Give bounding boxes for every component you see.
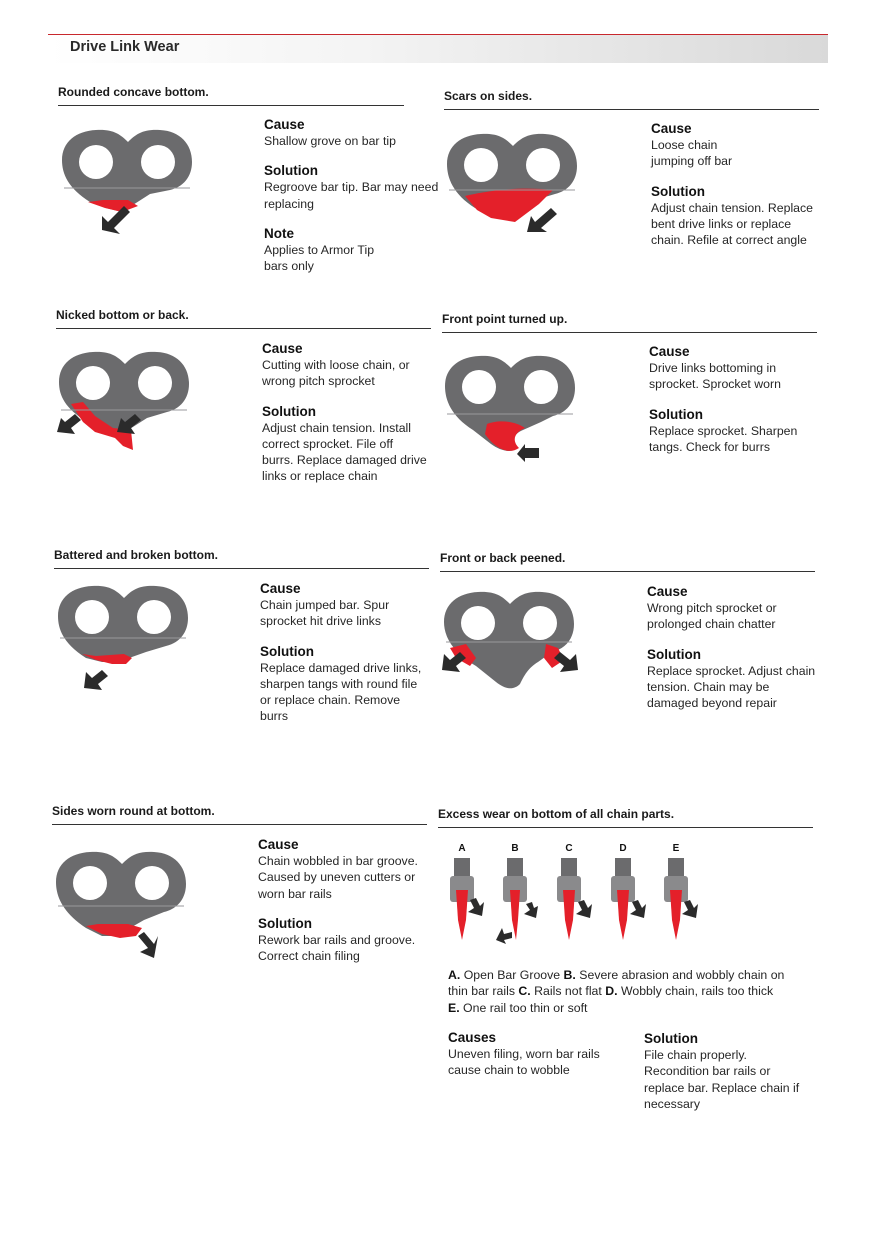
legend-text: Wobbly chain, rails too thick bbox=[620, 984, 774, 999]
solution-text: Replace sprocket. Adjust chain tension. Chain may be damaged beyond repair bbox=[647, 663, 816, 711]
cause-heading: Cause bbox=[647, 584, 688, 599]
solution-heading: Solution bbox=[262, 403, 316, 419]
solution-text: Adjust chain tension. Replace bent drive links or replace chain. Refile at correct angle bbox=[651, 200, 814, 248]
rail-label: B bbox=[511, 843, 519, 854]
wear-arrow-icon bbox=[468, 898, 484, 916]
section-divider bbox=[54, 568, 429, 569]
section-title: Rounded concave bottom. bbox=[58, 85, 209, 99]
drive-link-illustration bbox=[55, 346, 195, 461]
wear-arrow-icon bbox=[524, 902, 538, 918]
cause-text: Shallow grove on bar tip bbox=[264, 134, 396, 148]
section-divider bbox=[52, 824, 427, 825]
wear-arrow-icon bbox=[517, 444, 539, 462]
drive-link-illustration bbox=[443, 128, 583, 243]
causes-heading: Causes bbox=[448, 1030, 497, 1045]
legend-key: D. bbox=[605, 984, 618, 999]
page-title: Drive Link Wear bbox=[70, 39, 180, 55]
wear-arrow-icon bbox=[527, 208, 557, 232]
wear-arrow-icon bbox=[682, 900, 698, 918]
section-title: Front point turned up. bbox=[442, 312, 568, 326]
drive-link-illustration bbox=[58, 122, 198, 237]
rail-label: D bbox=[619, 843, 627, 854]
section-title: Sides worn round at bottom. bbox=[52, 804, 215, 818]
section-title: Scars on sides. bbox=[444, 89, 533, 103]
cause-heading: Cause bbox=[649, 344, 690, 359]
solution-heading: Solution bbox=[260, 643, 314, 659]
wear-arrow-icon bbox=[138, 932, 158, 958]
solution-text: Replace damaged drive links, sharpen tangs with round file or replace chain. Remove burrs bbox=[260, 660, 422, 724]
section-divider bbox=[442, 332, 817, 333]
causes-text: Uneven filing, worn bar rails cause chain to wobble bbox=[448, 1047, 600, 1078]
legend-text: Open Bar Groove bbox=[463, 968, 561, 982]
nicked-details bbox=[262, 340, 434, 498]
solution-text: Regroove bar tip. Bar may need replacing bbox=[264, 180, 439, 211]
section-divider bbox=[58, 105, 404, 106]
solution-heading: Solution bbox=[647, 646, 701, 662]
solution-text: Replace sprocket. Sharpen tangs. Check for burrs bbox=[649, 423, 798, 454]
cause-text: Cutting with loose chain, or wrong pitch sprocket bbox=[262, 358, 410, 389]
section-title: Battered and broken bottom. bbox=[54, 548, 219, 562]
drive-link-illustration bbox=[52, 846, 192, 961]
legend-text: Severe abrasion and wobbly chain on thin bar rails bbox=[448, 968, 785, 999]
rail-c bbox=[557, 843, 592, 940]
solution-heading: Solution bbox=[258, 915, 312, 931]
section-divider bbox=[444, 109, 819, 110]
rail-a bbox=[450, 843, 484, 940]
section-divider bbox=[440, 571, 815, 572]
rounded-details bbox=[264, 116, 439, 287]
drive-link-illustration bbox=[440, 586, 580, 701]
excess-causes bbox=[448, 1029, 616, 1092]
scars-details bbox=[651, 120, 816, 261]
cause-heading: Cause bbox=[264, 117, 305, 132]
note-text: Applies to Armor Tip bars only bbox=[264, 242, 375, 274]
cause-heading: Cause bbox=[651, 121, 692, 136]
sidesworn-details bbox=[258, 836, 430, 977]
peened-details bbox=[647, 583, 819, 724]
solution-heading: Solution bbox=[649, 406, 703, 422]
cause-text: Loose chain jumping off bar bbox=[651, 138, 733, 169]
section-title: Excess wear on bottom of all chain parts. bbox=[438, 807, 675, 821]
excess-solution bbox=[644, 1030, 812, 1125]
solution-heading: Solution bbox=[644, 1031, 698, 1046]
wear-arrow-icon bbox=[630, 900, 646, 918]
rail-e bbox=[664, 843, 698, 940]
section-divider bbox=[438, 827, 813, 828]
rail-label: C bbox=[565, 843, 573, 854]
solution-text: Adjust chain tension. Install correct sprocket. File off burrs. Replace damaged drive links or replace chain bbox=[262, 420, 427, 484]
cause-heading: Cause bbox=[258, 837, 299, 852]
wear-arrow-icon bbox=[442, 652, 466, 672]
legend-key: E. bbox=[448, 1000, 460, 1015]
cause-text: Chain wobbled in bar groove. Caused by uneven cutters or worn bar rails bbox=[258, 854, 418, 901]
rail-legend bbox=[448, 967, 803, 1016]
legend-text: One rail too thin or soft bbox=[463, 1000, 588, 1015]
solution-heading: Solution bbox=[651, 183, 705, 199]
legend-text: Rails not flat bbox=[534, 984, 602, 999]
rail-d bbox=[611, 843, 646, 940]
legend-key: B. bbox=[563, 968, 576, 982]
cause-text: Drive links bottoming in sprocket. Sprocket worn bbox=[649, 361, 781, 392]
drive-link-illustration bbox=[441, 350, 581, 465]
legend-key: C. bbox=[518, 984, 531, 999]
solution-heading: Solution bbox=[264, 163, 318, 179]
solution-text: Rework bar rails and groove. Correct chain filing bbox=[258, 932, 416, 964]
rail-label: A bbox=[458, 843, 466, 854]
cause-text: Chain jumped bar. Spur sprocket hit drive links bbox=[260, 598, 390, 629]
wear-arrow-icon bbox=[84, 670, 108, 690]
cause-heading: Cause bbox=[262, 341, 303, 356]
bar-rail-illustration bbox=[430, 836, 710, 948]
section-title: Nicked bottom or back. bbox=[56, 308, 189, 322]
section-title: Front or back peened. bbox=[440, 551, 566, 565]
cause-text: Wrong pitch sprocket or prolonged chain chatter bbox=[647, 601, 777, 632]
drive-link-illustration bbox=[54, 580, 194, 695]
battered-details bbox=[260, 580, 432, 738]
cause-heading: Cause bbox=[260, 581, 301, 596]
legend-key: A. bbox=[448, 968, 461, 982]
note-heading: Note bbox=[264, 225, 294, 241]
wear-arrow-icon bbox=[576, 900, 592, 918]
section-divider bbox=[56, 328, 431, 329]
rail-label: E bbox=[672, 843, 680, 854]
page-title-bar bbox=[48, 34, 828, 63]
wear-arrow-icon bbox=[496, 928, 512, 944]
frontup-details bbox=[649, 343, 819, 468]
solution-text: File chain properly. Recondition bar rails or replace bar. Replace chain if necessary bbox=[644, 1048, 800, 1111]
rail-b bbox=[496, 843, 538, 944]
wear-arrow-icon bbox=[57, 414, 81, 434]
